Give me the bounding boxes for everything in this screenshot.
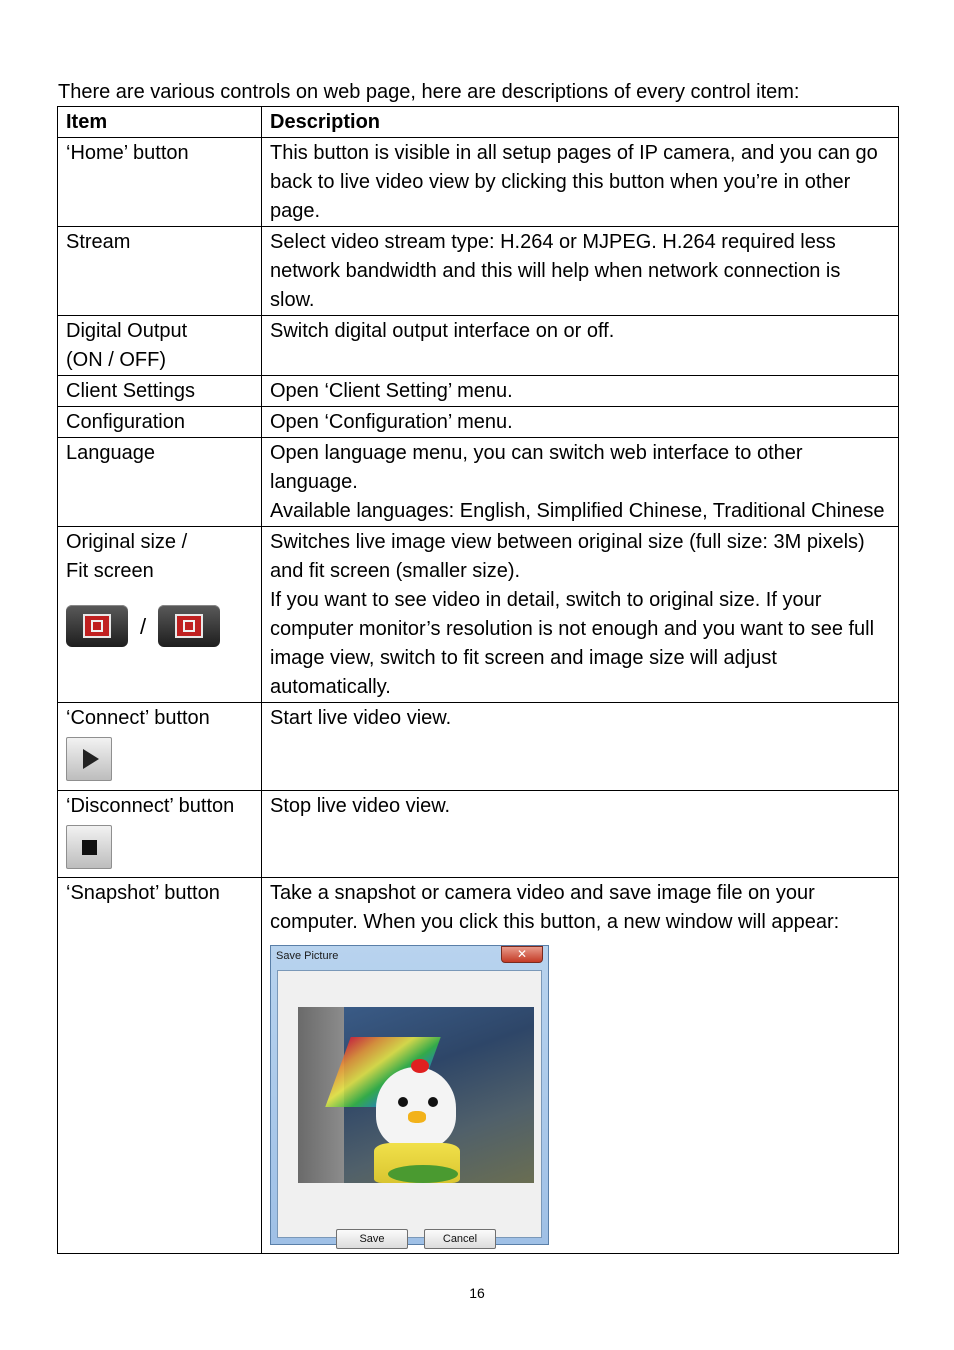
close-icon: ✕ [501, 946, 543, 963]
icon-separator: / [140, 613, 147, 639]
item-cell [58, 703, 262, 791]
table-row [58, 227, 899, 316]
page-number: 16 [469, 1285, 485, 1301]
stop-icon [66, 825, 112, 869]
dialog-title: Save Picture [276, 950, 339, 962]
save-picture-dialog-screenshot [270, 945, 549, 1245]
description-line: Switches live image view between original size (full size: 3M pixels) and fit screen (smaller size). [270, 531, 865, 582]
item-cell [58, 527, 262, 703]
item-cell [58, 791, 262, 878]
item-line: Original size / [66, 531, 188, 553]
item-line: (ON / OFF) [66, 349, 166, 371]
dialog-client-area [277, 970, 542, 1245]
item-line: Fit screen [66, 560, 154, 582]
item-cell [58, 316, 262, 376]
table-header-row [58, 107, 899, 138]
table-row [58, 438, 899, 527]
table-row [58, 316, 899, 376]
description-cell: Open ‘Configuration’ menu. [262, 407, 899, 438]
intro-text: There are various controls on web page, here are descriptions of every control item: [58, 81, 800, 103]
item-cell: ‘Snapshot’ button [58, 878, 262, 1254]
snapshot-photo [298, 1007, 534, 1183]
item-line: ‘Connect’ button [66, 707, 210, 729]
description-line: Open language menu, you can switch web interface to other language. [270, 442, 803, 493]
description-cell: Select video stream type: H.264 or MJPEG. H.264 required less network bandwidth and this will help when network connection is slow. [262, 227, 899, 316]
item-cell: Language [58, 438, 262, 527]
table-row [58, 407, 899, 438]
item-cell: ‘Home’ button [58, 138, 262, 227]
item-line: ‘Disconnect’ button [66, 795, 235, 817]
description-cell: Switch digital output interface on or off. [262, 316, 899, 376]
header-item: Item [58, 107, 262, 138]
description-cell [262, 527, 899, 703]
table-row [58, 138, 899, 227]
save-button: Save [336, 1229, 408, 1249]
original-size-icon [66, 605, 128, 647]
description-cell [262, 878, 899, 1254]
item-cell: Configuration [58, 407, 262, 438]
play-icon [66, 737, 112, 781]
item-cell: Client Settings [58, 376, 262, 407]
cancel-button: Cancel [424, 1229, 496, 1249]
description-line: Available languages: English, Simplified Chinese, Traditional Chinese [270, 500, 885, 522]
table-row [58, 376, 899, 407]
header-description: Description [262, 107, 899, 138]
description-cell [262, 438, 899, 527]
description-cell: Start live video view. [262, 703, 899, 791]
description-cell: Stop live video view. [262, 791, 899, 878]
description-cell: This button is visible in all setup pages of IP camera, and you can go back to live video view by clicking this button when you’re in other page. [262, 138, 899, 227]
table-row [58, 791, 899, 878]
description-line: Take a snapshot or camera video and save image file on your computer. When you click this button, a new window will appear: [270, 882, 840, 933]
item-cell: Stream [58, 227, 262, 316]
control-items-table [57, 106, 899, 1254]
table-row [58, 527, 899, 703]
view-size-icons [66, 604, 253, 648]
description-cell: Open ‘Client Setting’ menu. [262, 376, 899, 407]
description-line: If you want to see video in detail, switch to original size. If your computer monitor’s resolution is not enough and you want to see full image view, switch to fit screen and image size will adjust automatically. [270, 589, 875, 698]
fit-screen-icon [158, 605, 220, 647]
table-row [58, 878, 899, 1254]
item-line: Digital Output [66, 320, 188, 342]
table-row [58, 703, 899, 791]
